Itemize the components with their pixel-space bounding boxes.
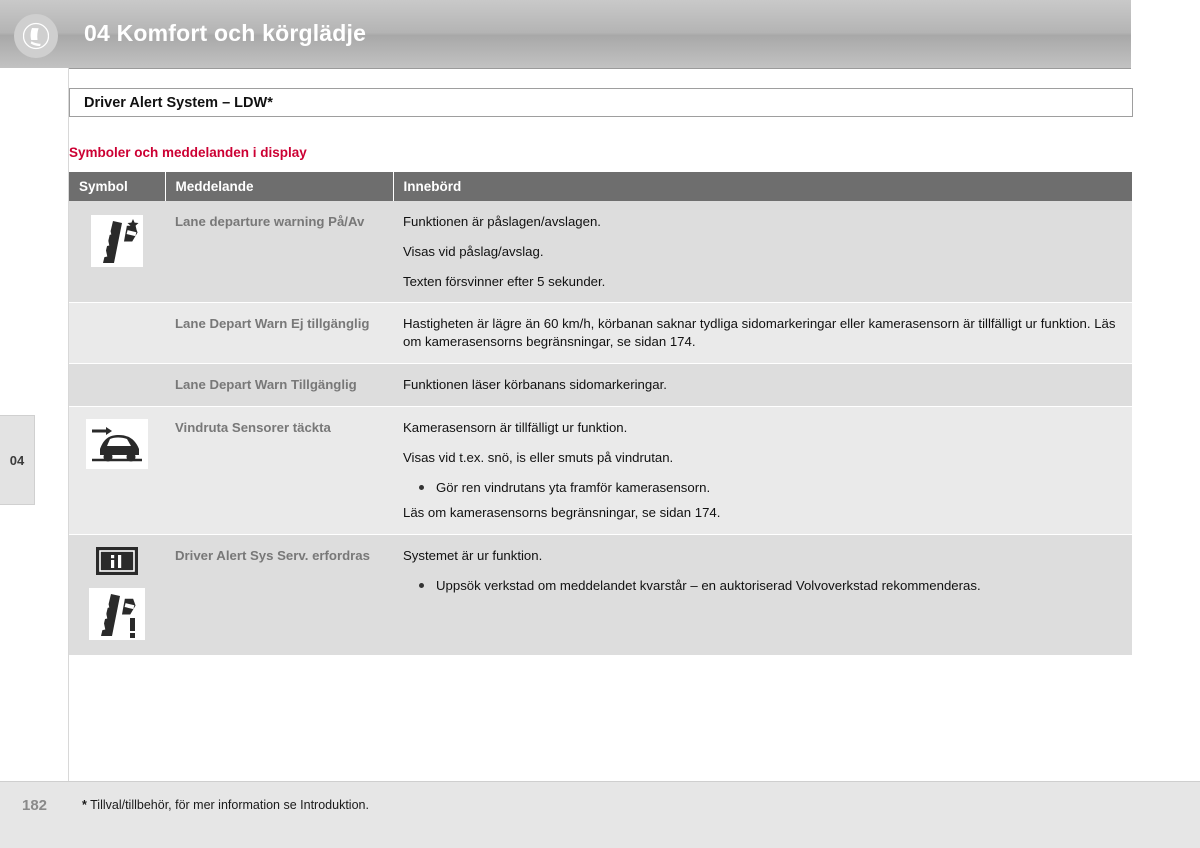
meaning-paragraph: Systemet är ur funktion. <box>403 548 543 564</box>
chapter-tab: 04 <box>0 415 35 505</box>
section-title: Driver Alert System – LDW* <box>84 94 273 111</box>
footnote-text: Tillval/tillbehör, för mer information se Introduktion. <box>90 798 369 812</box>
right-margin <box>1131 0 1200 781</box>
meaning-cell <box>393 303 1132 364</box>
message-cell: Vindruta Sensorer täckta <box>165 406 393 534</box>
symbol-cell <box>69 201 165 303</box>
meaning-paragraph: Funktionen är påslagen/avslagen. <box>403 214 601 229</box>
meaning-bullet: Uppsök verkstad om meddelandet kvarstår – en auktoriserad Volvoverkstad rekommenderas. <box>403 577 1122 595</box>
table-row <box>69 364 1132 407</box>
symbol-cell <box>69 406 165 534</box>
symbol-cell <box>69 303 165 364</box>
section-title-box <box>69 88 1133 117</box>
meaning-cell <box>393 535 1132 656</box>
meaning-cell <box>393 201 1132 303</box>
table-row <box>69 406 1132 534</box>
page-number: 182 <box>22 797 48 814</box>
lane-departure-warning-icon <box>89 213 145 269</box>
page-footer <box>0 781 1200 848</box>
table-row <box>69 535 1132 656</box>
meaning-paragraph: Visas vid t.ex. snö, is eller smuts på vindrutan. <box>403 449 674 465</box>
meaning-paragraph: Läs om kamerasensorns begränsningar, se sidan 174. <box>403 505 721 521</box>
column-header-symbol: Symbol <box>69 172 165 201</box>
meaning-cell <box>393 364 1132 407</box>
lane-departure-warning-alert-icon <box>89 588 145 640</box>
meaning-paragraph: Texten försvinner efter 5 sekunder. <box>403 273 606 289</box>
column-header-message: Meddelande <box>165 172 393 201</box>
left-rail <box>0 68 69 781</box>
meaning-paragraph: Hastigheten är lägre än 60 km/h, körbanan saknar tydliga sidomarkeringar eller kamerasensorn är tillfälligt ur funktion. Läs om kamerasensorns begränsningar, se sidan 174. <box>403 316 1116 350</box>
meaning-paragraph: Funktionen läser körbanans sidomarkeringar. <box>403 377 667 393</box>
meaning-bullet: Gör ren vindrutans yta framför kamerasensorn. <box>403 479 1122 497</box>
message-cell: Driver Alert Sys Serv. erfordras <box>165 535 393 656</box>
footnote <box>82 798 369 812</box>
page-title: 04 Komfort och körglädje <box>84 20 367 46</box>
message-cell: Lane Depart Warn Tillgänglig <box>165 364 393 407</box>
meaning-paragraph: Kamerasensorn är tillfälligt ur funktion. <box>403 419 628 435</box>
column-header-meaning: Innebörd <box>393 172 1132 201</box>
table-header-row <box>69 172 1132 201</box>
message-cell: Lane Depart Warn Ej tillgänglig <box>165 303 393 364</box>
meaning-cell <box>393 406 1132 534</box>
message-cell: Lane departure warning På/Av <box>165 201 393 303</box>
symbol-cell <box>69 535 165 656</box>
information-service-icon <box>96 547 138 575</box>
meaning-paragraph: Visas vid påslag/avslag. <box>403 243 544 259</box>
symbol-cell <box>69 364 165 407</box>
sub-heading: Symboler och meddelanden i display <box>69 145 307 160</box>
table-row <box>69 303 1132 364</box>
table-row <box>69 201 1132 303</box>
page-header <box>0 0 1200 69</box>
symbols-table <box>69 172 1132 656</box>
windscreen-sensor-blocked-icon <box>86 419 148 469</box>
footnote-marker: * <box>82 798 87 812</box>
seat-icon <box>14 14 58 58</box>
